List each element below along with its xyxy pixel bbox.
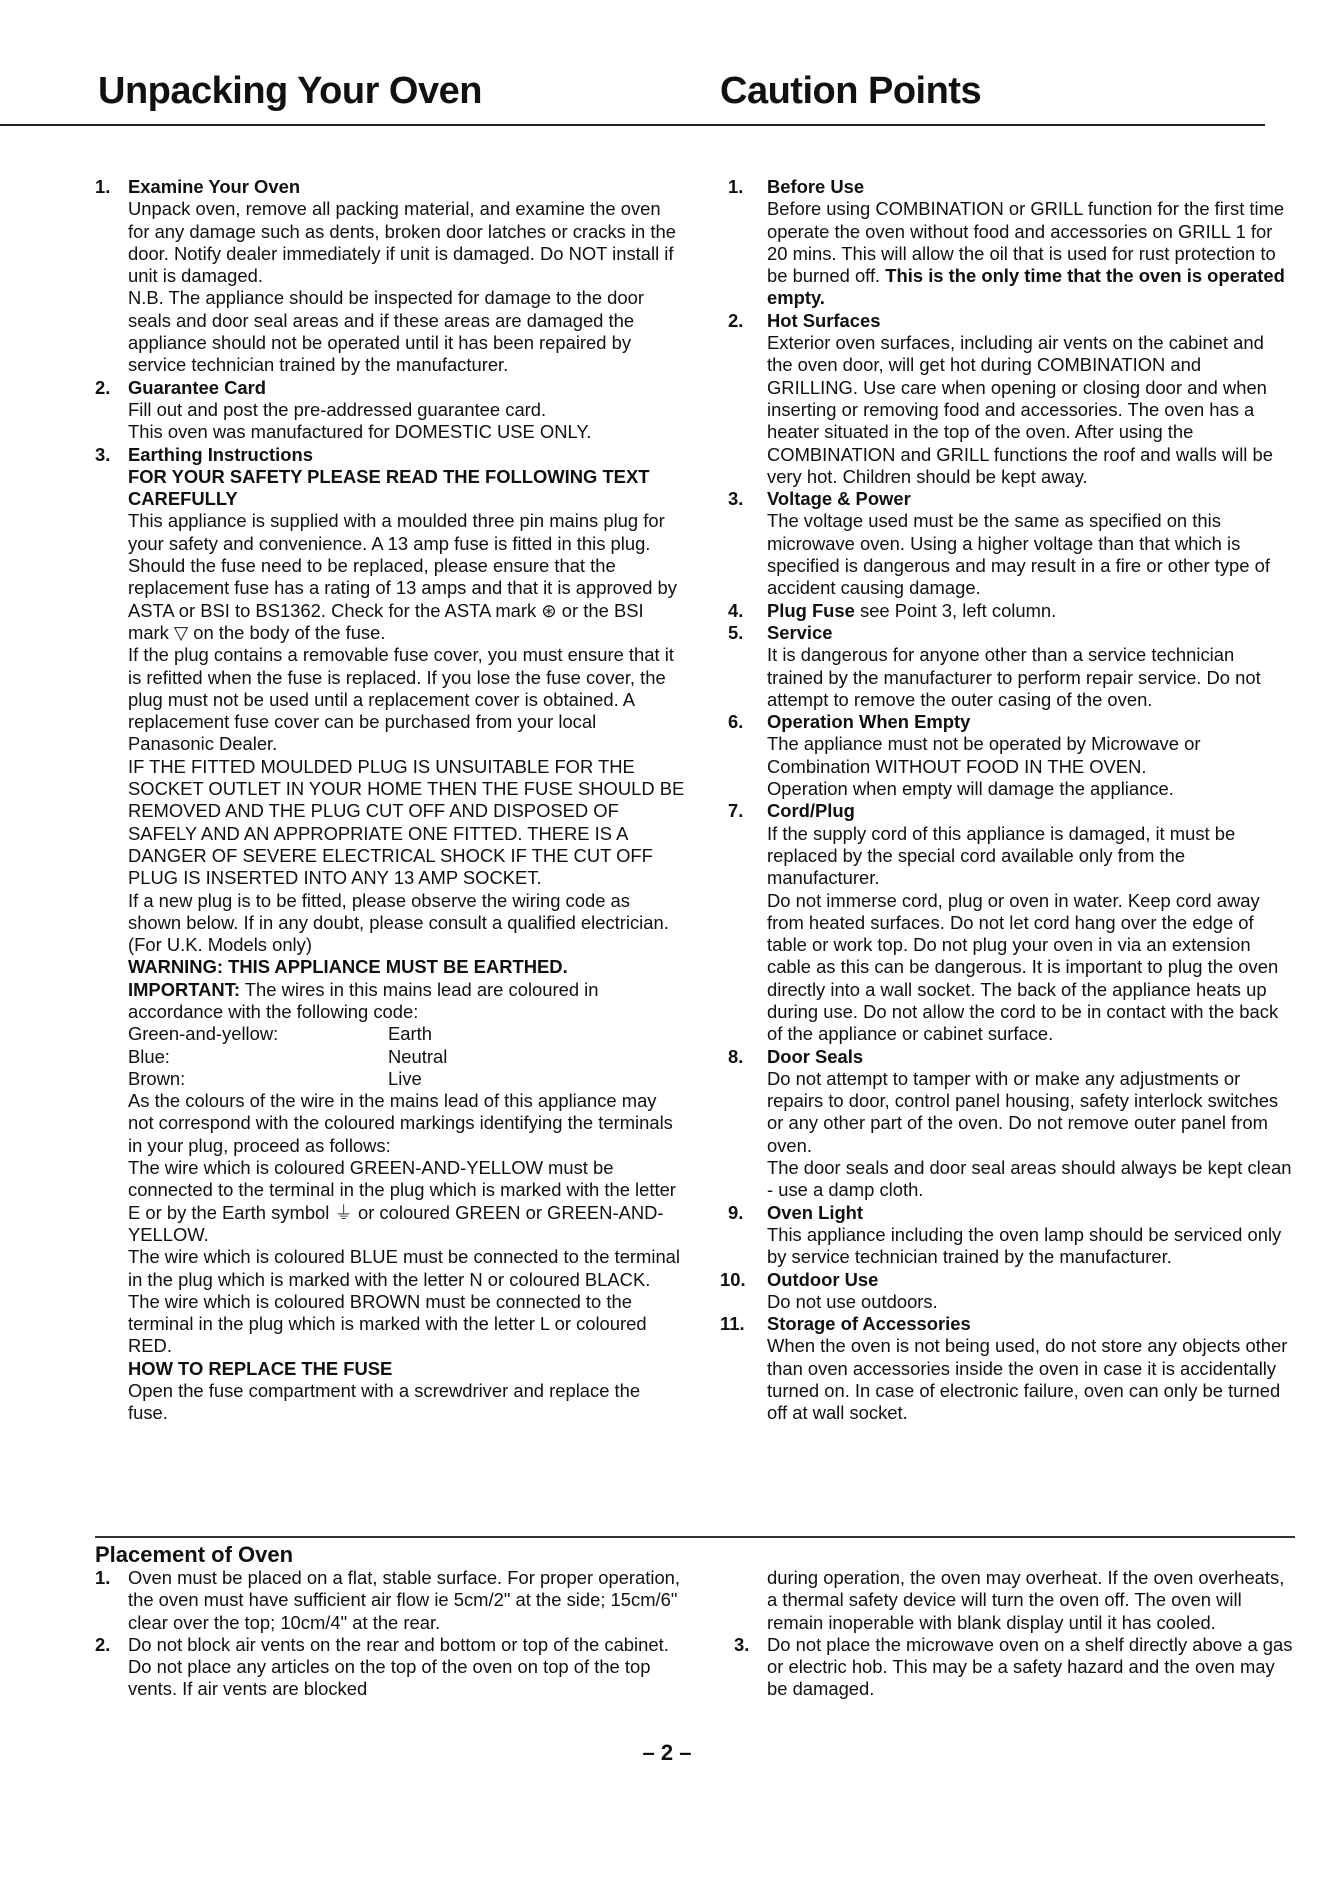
item-number: 1. xyxy=(95,1567,111,1588)
item-text: The appliance must not be operated by Microwave or Combination WITHOUT FOOD IN THE OVEN. xyxy=(767,733,1201,777)
page-number: – 2 – xyxy=(642,1740,692,1765)
placement-item-2-continued xyxy=(734,1567,1294,1634)
item-text: If the supply cord of this appliance is damaged, it must be replaced by the special cord available only from the manufacturer. xyxy=(767,822,1236,889)
header-rule xyxy=(0,124,1265,126)
placement-item-2 xyxy=(95,1634,685,1701)
caution-item-1 xyxy=(728,176,1294,310)
item-text: If a new plug is to be fitted, please observe the wiring code as shown below. If in any doubt, please consult a qualified electrician. (For U.K. Models only) xyxy=(128,889,669,956)
important-text: The wires in this mains lead are coloured in accordance with the following code: xyxy=(128,978,599,1022)
caution-list xyxy=(720,176,1294,1425)
wire-color: Blue: xyxy=(128,1045,170,1067)
item-text-part: Before using COMBINATION or GRILL function for the first time operate the oven without food and accessories on GRILL 1 for 20 mins. This will allow the oil that is used for rust protection to be burned off. xyxy=(767,198,1285,287)
section-title-placement: Placement of Oven xyxy=(95,1542,294,1567)
item-text: The wire which is coloured BROWN must be connected to the terminal in the plug which is marked with the letter L or coloured RED. xyxy=(128,1290,647,1357)
page-title-caution: Caution Points xyxy=(720,70,982,112)
wire-role: Earth xyxy=(388,1023,432,1045)
item-title: Service xyxy=(767,621,833,643)
caution-item-7 xyxy=(728,800,1294,1045)
item-text: The voltage used must be the same as specified on this microwave oven. Using a higher voltage than that which is specified is dangerous and may result in a fire or other type of accident causing damage. xyxy=(767,510,1270,599)
unpacking-item-2 xyxy=(95,377,685,444)
item-text-bold: This is the only time that the oven is operated empty. xyxy=(767,265,1285,309)
placement-item-3 xyxy=(734,1634,1294,1701)
item-text: This appliance including the oven lamp should be serviced only by service technician trained by the manufacturer. xyxy=(767,1223,1282,1268)
item-title: Plug Fuse xyxy=(767,599,855,621)
caution-item-8 xyxy=(728,1045,1294,1202)
item-text: This appliance is supplied with a moulded three pin mains plug for your safety and convenience. A 13 amp fuse is fitted in this plug. Should the fuse need to be replaced, please ensure that the replacement fuse has a rating of 13 amps and that it is approved by ASTA or BSI to BS1362. Check for the ASTA mark ⊛ or the BSI mark ▽ on the body of the fuse. xyxy=(128,510,677,643)
wire-role: Live xyxy=(388,1067,422,1089)
caution-item-3 xyxy=(728,488,1294,599)
item-title: Earthing Instructions xyxy=(128,443,313,465)
unpacking-column xyxy=(95,176,685,1425)
item-number: 2. xyxy=(728,309,744,331)
item-title: Oven Light xyxy=(767,1201,864,1223)
item-number: 2. xyxy=(95,1633,111,1655)
placement-left-column xyxy=(95,1567,685,1701)
item-text: If the plug contains a removable fuse cover, you must ensure that it is refitted when the fuse is replaced. If you lose the fuse cover, the plug must not be used until a replacement cover is obtained. A replacement fuse cover can be purchased from your local Panasonic Dealer. xyxy=(128,644,674,755)
item-number: 6. xyxy=(728,711,744,733)
item-text: Open the fuse compartment with a screwdriver and replace the fuse. xyxy=(128,1380,641,1424)
item-number: 8. xyxy=(728,1045,744,1067)
caution-item-4 xyxy=(728,599,1294,622)
caution-item-10 xyxy=(720,1268,1294,1314)
important-note xyxy=(128,979,685,1024)
section-rule xyxy=(95,1536,1295,1538)
item-text: When the oven is not being used, do not store any objects other than oven accessories inside the oven in case it is accidentally turned on. In case of electronic failure, oven can only be turned off at wall socket. xyxy=(767,1335,1288,1424)
caution-item-6 xyxy=(728,711,1294,800)
item-text: N.B. The appliance should be inspected for damage to the door seals and door seal areas and if these areas are damaged the appliance should not be operated until it has been repaired by service technician trained by the manufacturer. xyxy=(128,287,644,376)
important-label: IMPORTANT: xyxy=(128,978,241,1000)
item-text: Operation when empty will damage the appliance. xyxy=(767,778,1174,800)
wire-code-row xyxy=(128,1068,685,1090)
item-title: Examine Your Oven xyxy=(128,176,301,197)
item-text: Do not place the microwave oven on a shelf directly above a gas or electric hob. This may be a safety hazard and the oven may be damaged. xyxy=(767,1633,1293,1700)
item-title: Guarantee Card xyxy=(128,376,266,398)
wire-code-row xyxy=(128,1046,685,1068)
page-title-unpacking: Unpacking Your Oven xyxy=(98,70,482,112)
item-text: Do not attempt to tamper with or make any adjustments or repairs to door, control panel housing, safety interlock switches or any other part of the oven. Do not remove outer panel from oven. xyxy=(767,1067,1279,1156)
item-text: As the colours of the wire in the mains lead of this appliance may not correspond with the coloured markings identifying the terminals in your plug, proceed as follows: xyxy=(128,1090,673,1156)
item-text: Unpack oven, remove all packing material, and examine the oven for any damage such as dents, broken door latches or cracks in the door. Notify dealer immediately if unit is damaged. Do NOT install if unit is damaged. xyxy=(128,198,676,287)
item-number: 3. xyxy=(734,1633,750,1655)
item-text: IF THE FITTED MOULDED PLUG IS UNSUITABLE FOR THE SOCKET OUTLET IN YOUR HOME THEN THE FUSE SHOULD BE REMOVED AND THE PLUG CUT OFF AND DISPOSED OF SAFELY AND AN APPROPRIATE ONE FITTED. THERE IS A DANGER OF SEVERE ELECTRICAL SHOCK IF THE CUT OFF PLUG IS INSERTED INTO ANY 13 AMP SOCKET. xyxy=(128,755,685,889)
item-number: 9. xyxy=(728,1201,744,1223)
unpacking-item-3 xyxy=(95,444,685,1425)
item-text: Fill out and post the pre-addressed guarantee card. xyxy=(128,398,547,420)
item-text-part: see Point 3, left column. xyxy=(854,599,1057,621)
wire-color: Brown: xyxy=(128,1067,186,1089)
item-text xyxy=(767,600,1294,622)
item-title: Hot Surfaces xyxy=(767,309,881,331)
unpacking-item-1 xyxy=(95,176,685,377)
caution-column xyxy=(720,176,1294,1425)
unpacking-list xyxy=(95,176,685,1425)
item-number: 3. xyxy=(95,443,111,465)
warning-text: WARNING: THIS APPLIANCE MUST BE EARTHED. xyxy=(128,956,568,978)
placement-item-1 xyxy=(95,1567,685,1634)
item-title: Door Seals xyxy=(767,1045,864,1067)
caution-item-9 xyxy=(728,1201,1294,1269)
safety-heading: FOR YOUR SAFETY PLEASE READ THE FOLLOWING TEXT CAREFULLY xyxy=(128,465,650,510)
item-text: The wire which is coloured BLUE must be connected to the terminal in the plug which is marked with the letter N or coloured BLACK. xyxy=(128,1246,680,1290)
item-title: Cord/Plug xyxy=(767,800,855,822)
item-number: 2. xyxy=(95,376,111,398)
item-text: Do not block air vents on the rear and bottom or top of the cabinet. Do not place any articles on the top of the oven on top of the top vents. If air vents are blocked xyxy=(128,1633,669,1700)
fuse-heading: HOW TO REPLACE THE FUSE xyxy=(128,1357,393,1379)
item-text: Do not immerse cord, plug or oven in water. Keep cord away from heated surfaces. Do not let cord hang over the edge of table or work top. Do not plug your oven in via an extension cable as this can be dangerous. It is important to plug the oven directly into a wall socket. The back of the appliance heats up during use. Do not allow the cord to be in contact with the back of the appliance or cabinet surface. xyxy=(767,889,1279,1045)
item-text: during operation, the oven may overheat. If the oven overheats, a thermal safety device will turn the oven off. The oven will remain inoperable with blank display until it has cooled. xyxy=(767,1567,1285,1633)
item-number: 3. xyxy=(728,488,744,510)
item-text: The door seals and door seal areas should always be kept clean - use a damp cloth. xyxy=(767,1157,1292,1201)
item-text: This oven was manufactured for DOMESTIC USE ONLY. xyxy=(128,421,592,443)
item-title: Outdoor Use xyxy=(767,1268,879,1290)
placement-list xyxy=(95,1567,685,1701)
item-text: Do not use outdoors. xyxy=(767,1290,938,1312)
item-text: Exterior oven surfaces, including air vents on the cabinet and the oven door, will get hot during COMBINATION and GRILLING. Use care when opening or closing door and when inserting or removing food and accessories. The oven has a heater situated in the top of the oven. After using the COMBINATION and GRILL functions the roof and walls will be very hot. Children should be kept away. xyxy=(767,332,1273,487)
placement-right-column xyxy=(734,1567,1294,1701)
item-title: Operation When Empty xyxy=(767,711,971,733)
item-text: It is dangerous for anyone other than a service technician trained by the manufacturer to perform repair service. Do not attempt to remove the outer casing of the oven. xyxy=(767,644,1261,710)
caution-item-11 xyxy=(720,1313,1294,1424)
wire-code-row xyxy=(128,1023,685,1045)
item-number: 5. xyxy=(728,621,744,643)
item-number: 10. xyxy=(720,1268,746,1290)
item-title: Voltage & Power xyxy=(767,488,911,510)
caution-item-5 xyxy=(728,621,1294,711)
wire-role: Neutral xyxy=(388,1045,448,1067)
placement-list-continued xyxy=(734,1567,1294,1701)
item-title: Storage of Accessories xyxy=(767,1313,971,1335)
item-text xyxy=(767,198,1294,309)
item-title: Before Use xyxy=(767,176,865,197)
item-number: 7. xyxy=(728,800,744,822)
item-number: 4. xyxy=(728,599,744,621)
item-text: The wire which is coloured GREEN-AND-YELLOW must be connected to the terminal in the plug which is marked with the letter E or by the Earth symbol ⏚ or coloured GREEN or GREEN-AND-YELLOW. xyxy=(128,1157,676,1245)
item-text: Oven must be placed on a flat, stable surface. For proper operation, the oven must have sufficient air flow ie 5cm/2" at the side; 15cm/6" clear over the top; 10cm/4" at the rear. xyxy=(128,1567,681,1633)
wire-color: Green-and-yellow: xyxy=(128,1023,279,1045)
item-number: 11. xyxy=(720,1313,745,1335)
item-number: 1. xyxy=(95,176,111,197)
caution-item-2 xyxy=(728,309,1294,488)
item-number: 1. xyxy=(728,176,744,197)
